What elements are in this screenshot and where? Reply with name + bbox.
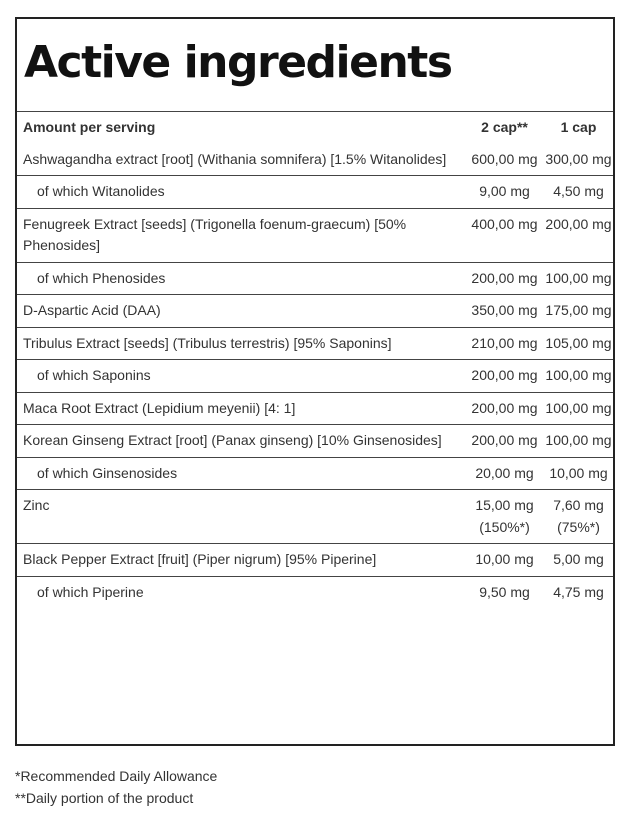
table-row xyxy=(17,490,613,544)
amount-one-cap: 200,00 mg xyxy=(545,215,612,232)
table-row xyxy=(17,295,613,328)
table-row xyxy=(17,576,613,608)
table-row xyxy=(17,457,613,490)
table-row xyxy=(17,208,613,262)
amount-two-cap: 200,00 mg xyxy=(471,432,538,448)
two-cap-header: 2 cap** xyxy=(481,119,528,135)
ingredient-name: of which Saponins xyxy=(37,367,151,383)
amount-one-cap: 175,00 mg xyxy=(545,302,612,318)
amount-one-cap: 105,00 mg xyxy=(545,334,612,351)
ingredient-name: D-Aspartic Acid (DAA) xyxy=(23,302,161,318)
amount-one-cap: 100,00 mg xyxy=(545,399,612,416)
amount-two-cap: 10,00 mg xyxy=(475,551,534,567)
ingredient-name: Black Pepper Extract [fruit] (Piper nigrum) [95% Piperine] xyxy=(23,551,377,567)
ingredient-name: Maca Root Extract (Lepidium meyenii) [4: 1] xyxy=(23,399,296,416)
amount-one-cap: 100,00 mg xyxy=(545,432,612,448)
amount-two-cap: 9,00 mg xyxy=(479,183,530,199)
amount-two-cap: 15,00 mg (150%*) xyxy=(475,497,534,535)
ingredient-name: of which Witanolides xyxy=(37,183,165,199)
ingredient-name: Zinc xyxy=(23,497,50,513)
table-row xyxy=(17,360,613,393)
ingredient-name: Fenugreek Extract [seeds] (Trigonella foenum-graecum) [50% Phenosides] xyxy=(23,215,407,253)
table-row xyxy=(17,327,613,360)
ingredient-name: of which Piperine xyxy=(37,583,144,600)
table-row xyxy=(17,425,613,458)
amount-one-cap: 100,00 mg xyxy=(545,269,612,286)
amount-one-cap: 4,50 mg xyxy=(553,183,604,199)
ingredients-table xyxy=(17,112,613,608)
amount-one-cap: 10,00 mg xyxy=(549,464,608,481)
amount-one-cap: 100,00 mg xyxy=(545,367,612,383)
table-header-row xyxy=(17,112,613,144)
footnote-daily-portion: **Daily portion of the product xyxy=(15,790,194,806)
table-row xyxy=(17,392,613,425)
one-cap-header: 1 cap xyxy=(560,119,597,135)
amount-two-cap: 200,00 mg xyxy=(471,367,538,383)
table-row xyxy=(17,176,613,209)
footnotes xyxy=(15,765,217,809)
amount-two-cap: 600,00 mg xyxy=(471,150,538,167)
amount-two-cap: 400,00 mg xyxy=(471,215,538,232)
amount-one-cap: 4,75 mg xyxy=(553,583,604,600)
table-row xyxy=(17,544,613,577)
page-title: Active ingredients xyxy=(17,19,613,112)
ingredient-name: of which Ginsenosides xyxy=(37,464,178,481)
amount-two-cap: 350,00 mg xyxy=(471,302,538,318)
amount-two-cap: 200,00 mg xyxy=(471,269,538,286)
amount-two-cap: 210,00 mg xyxy=(471,334,538,351)
table-row xyxy=(17,262,613,295)
amount-two-cap: 200,00 mg xyxy=(471,399,538,416)
ingredient-name: Korean Ginseng Extract [root] (Panax ginseng) [10% Ginsenosides] xyxy=(23,432,442,448)
amount-one-cap: 300,00 mg xyxy=(545,150,612,167)
ingredients-panel xyxy=(15,17,615,746)
ingredient-name: Tribulus Extract [seeds] (Tribulus terrestris) [95% Saponins] xyxy=(23,334,392,351)
amount-two-cap: 20,00 mg xyxy=(475,464,534,481)
ingredient-name: of which Phenosides xyxy=(37,269,166,286)
amount-two-cap: 9,50 mg xyxy=(479,583,530,600)
amount-one-cap: 7,60 mg (75%*) xyxy=(553,497,604,535)
ingredient-name: Ashwagandha extract [root] (Withania somnifera) [1.5% Witanolides] xyxy=(23,150,447,167)
amount-per-serving-header: Amount per serving xyxy=(23,119,156,135)
table-row xyxy=(17,144,613,176)
amount-one-cap: 5,00 mg xyxy=(553,551,604,567)
footnote-rda: *Recommended Daily Allowance xyxy=(15,768,218,784)
